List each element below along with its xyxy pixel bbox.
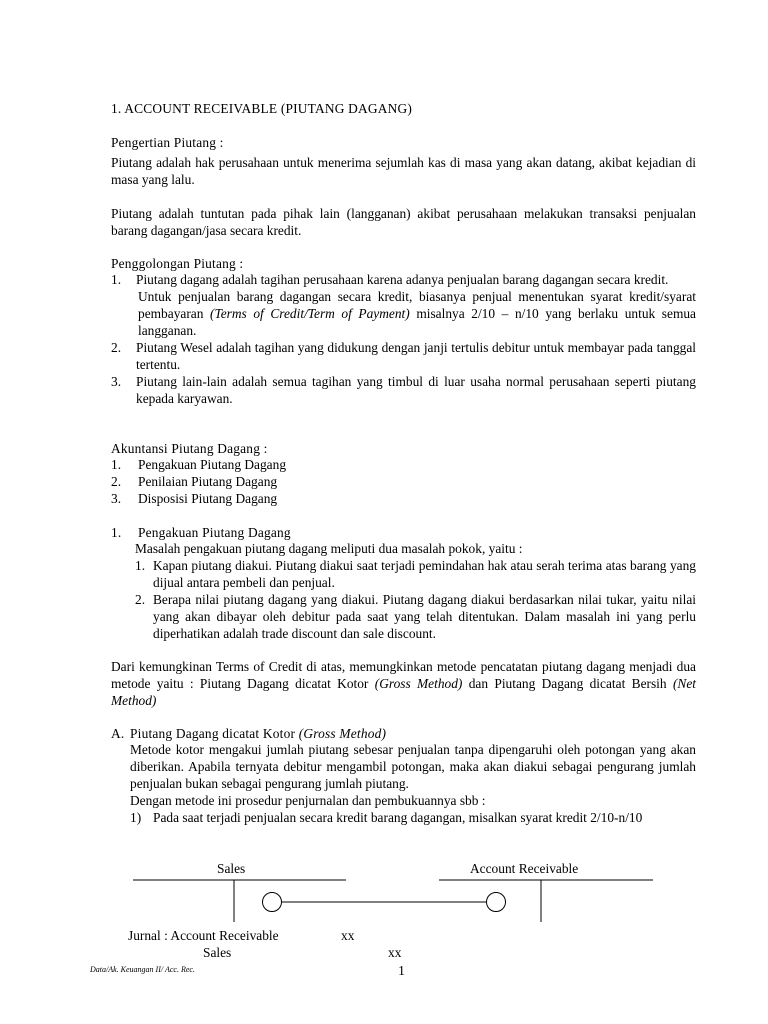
definition-paragraph-2: Piutang adalah tuntutan pada pihak lain (langganan) akibat perusahaan melakukan transaksi penjualan barang dagangan/jasa secara kredit. xyxy=(111,206,696,238)
list-number: 3. xyxy=(111,374,122,389)
list-text: Piutang Wesel adalah tagihan yang didukung dengan janji tertulis debitur untuk membayar pada tanggal tertentu. xyxy=(136,340,696,372)
list-number: 2. xyxy=(135,592,146,607)
list-number: 1. xyxy=(111,457,122,472)
journal-debit-amount: xx xyxy=(341,928,355,943)
list-number: 3. xyxy=(111,491,122,506)
journal-credit-account: Sales xyxy=(203,945,232,960)
list-text: Berapa nilai piutang dagang yang diakui. Piutang dagang diakui berdasarkan nilai tukar, yaitu nilai yang akan dibayar oleh debitur pada saat yang telah ditentukan. Dalam masalah ini yang perlu diperhatikan adalah trade discount dan sale discount. xyxy=(153,592,696,641)
footer-note: Data/Ak. Keuangan II/ Acc. Rec. xyxy=(90,965,195,974)
methods-net: (Net Method) xyxy=(111,676,696,708)
list-number: 1. xyxy=(111,272,122,287)
list-number: 2. xyxy=(111,474,122,489)
accounting-heading: Akuntansi Piutang Dagang : xyxy=(111,441,268,456)
methods-mid: dan Piutang Dagang dicatat Bersih xyxy=(462,676,673,691)
methods-gross: (Gross Method) xyxy=(374,676,463,691)
definition-paragraph-1: Piutang adalah hak perusahaan untuk menerima sejumlah kas di masa yang akan datang, akibat kejadian di masa yang lalu. xyxy=(111,155,696,187)
recognition-number: 1. xyxy=(111,525,122,540)
page-title: 1. ACCOUNT RECEIVABLE (PIUTANG DAGANG) xyxy=(111,101,412,116)
list-text: Piutang dagang adalah tagihan perusahaan karena adanya penjualan barang dagangan secara kredit. xyxy=(136,272,669,287)
posting-circle-right xyxy=(487,893,506,912)
page-number: 1 xyxy=(398,964,405,979)
step-number: 1) xyxy=(130,810,142,825)
section-a-label: A. xyxy=(111,726,125,741)
section-a-title-em: (Gross Method) xyxy=(298,726,387,741)
list-text: Kapan piutang diakui. Piutang diakui saat terjadi pemindahan hak atau serah terima atas barang yang dijual antara pembeli dan penjual. xyxy=(153,558,696,590)
list-text: Penilaian Piutang Dagang xyxy=(138,474,278,489)
section-a-title: Piutang Dagang dicatat Kotor xyxy=(130,726,299,741)
list-number: 2. xyxy=(111,340,122,355)
methods-pre: Dari kemungkinan Terms of Credit di atas, memungkinkan metode pencatatan piutang dagang menjadi dua metode yaitu : Piutang Dagang dicatat Kotor xyxy=(111,659,696,691)
t-account-sales-title: Sales xyxy=(217,861,246,876)
t-account-ar-title: Account Receivable xyxy=(470,861,579,876)
list-number: 1. xyxy=(135,558,146,573)
step-text: Pada saat terjadi penjualan secara kredit barang dagangan, misalkan syarat kredit 2/10-n/10 xyxy=(153,810,643,825)
recognition-title: Pengakuan Piutang Dagang xyxy=(138,525,291,540)
posting-circle-left xyxy=(263,893,282,912)
terms-note-pre: Untuk penjualan barang dagangan secara kredit, biasanya penjual menentukan syarat kredit/syarat pembayaran xyxy=(138,289,696,321)
definition-heading: Pengertian Piutang : xyxy=(111,135,224,150)
section-a-body: Metode kotor mengakui jumlah piutang sebesar penjualan tanpa dipengaruhi oleh potongan yang akan diberikan. Apabila ternyata debitur mengambil potongan, maka akan diakui sebagai pengurang jumlah penjualan bukan sebagai pengurang jumlah piutang. xyxy=(130,742,696,791)
list-text: Pengakuan Piutang Dagang xyxy=(138,457,287,472)
recognition-intro: Masalah pengakuan piutang dagang meliputi dua masalah pokok, yaitu : xyxy=(135,541,523,556)
section-a-procedure: Dengan metode ini prosedur penjurnalan dan pembukuannya sbb : xyxy=(130,793,486,808)
journal-credit-amount: xx xyxy=(388,945,402,960)
terms-note-em: (Terms of Credit/Term of Payment) xyxy=(210,306,410,321)
classification-heading: Penggolongan Piutang : xyxy=(111,256,244,271)
list-text: Disposisi Piutang Dagang xyxy=(138,491,278,506)
list-text: Piutang lain-lain adalah semua tagihan yang timbul di luar usaha normal perusahaan seperti piutang kepada karyawan. xyxy=(136,374,696,406)
terms-note-post: misalnya 2/10 – n/10 yang berlaku untuk semua langganan. xyxy=(138,306,697,338)
journal-debit-label: Jurnal : Account Receivable xyxy=(128,928,279,943)
